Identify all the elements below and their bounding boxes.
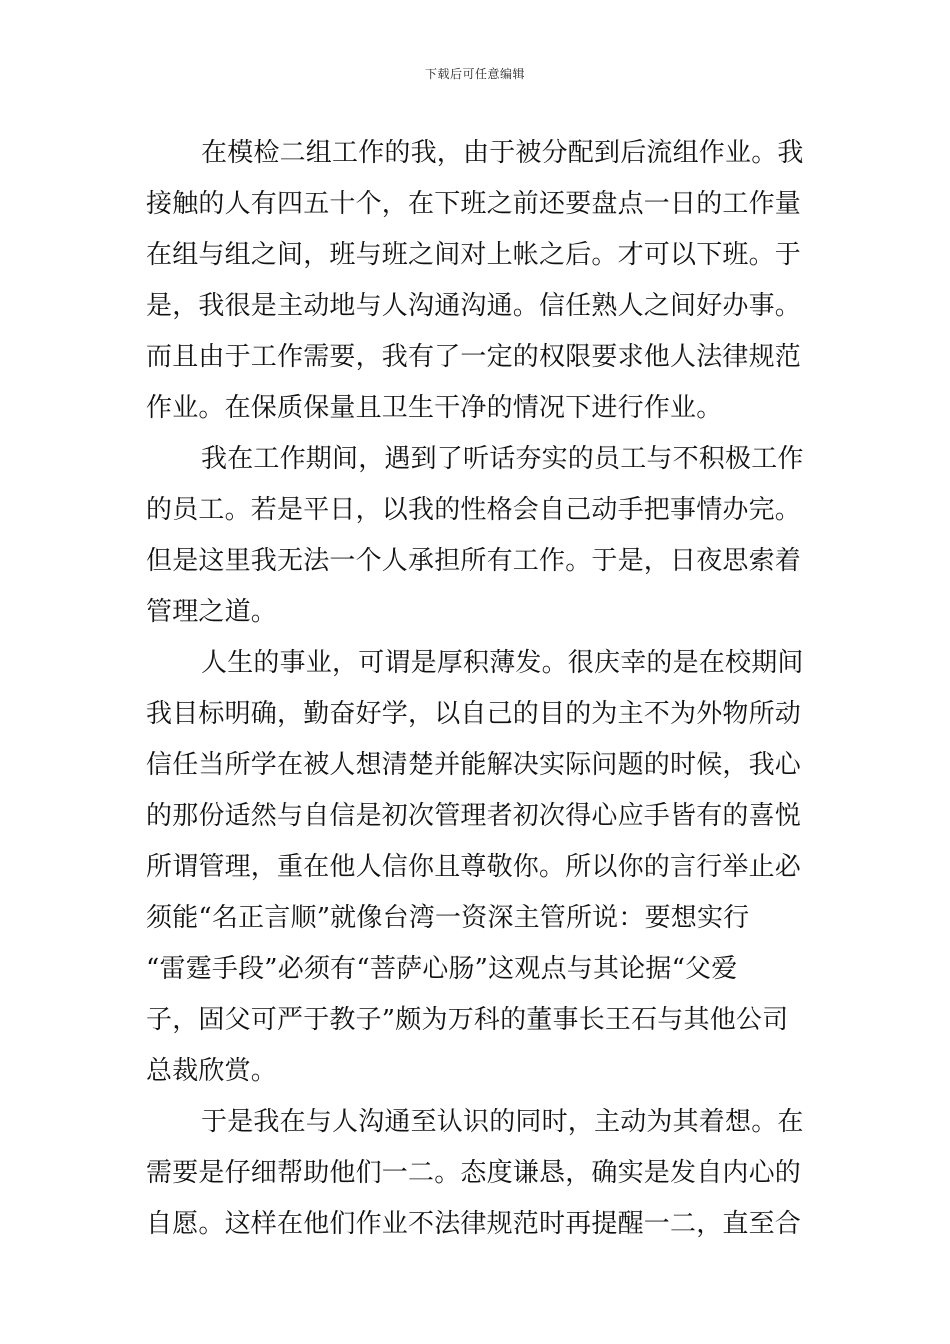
text-line: 信任当所学在被人想清楚并能解决实际问题的时候，我心 xyxy=(146,750,802,780)
text-line: 但是这里我无法一个人承担所有工作。于是，日夜思索着 xyxy=(146,546,802,576)
text-line: 在模检二组工作的我，由于被分配到后流组作业。我 xyxy=(201,138,804,168)
text-line: 需要是仔细帮助他们一二。态度谦恳，确实是发自内心的 xyxy=(146,1158,802,1188)
text-line: 管理之道。 xyxy=(146,597,278,627)
text-line: 我目标明确，勤奋好学，以自己的目的为主不为外物所动 xyxy=(146,699,802,729)
text-line: 而且由于工作需要，我有了一定的权限要求他人法律规范 xyxy=(146,342,802,372)
text-line: 在组与组之间，班与班之间对上帐之后。才可以下班。于 xyxy=(146,240,802,270)
text-line: 须能“名正言顺”就像台湾一资深主管所说：要想实行 xyxy=(146,903,750,933)
text-line: 是，我很是主动地与人沟通沟通。信任熟人之间好办事。 xyxy=(146,291,802,321)
page-header: 下载后可任意编辑 xyxy=(424,67,525,81)
text-line: 总裁欣赏。 xyxy=(146,1056,278,1086)
text-line: 子，固父可严于教子”颇为万科的董事长王石与其他公司 xyxy=(146,1005,789,1035)
text-line: 所谓管理，重在他人信你且尊敬你。所以你的言行举止必 xyxy=(146,852,802,882)
document-body xyxy=(146,128,812,1250)
text-line: 接触的人有四五十个，在下班之前还要盘点一日的工作量 xyxy=(146,189,802,219)
text-line: 我在工作期间，遇到了听话夯实的员工与不积极工作 xyxy=(201,444,804,474)
text-line: 人生的事业，可谓是厚积薄发。很庆幸的是在校期间 xyxy=(201,648,804,678)
text-line: 作业。在保质保量且卫生干净的情况下进行作业。 xyxy=(146,393,723,423)
text-line: 于是我在与人沟通至认识的同时，主动为其着想。在 xyxy=(201,1107,804,1137)
text-line: 的那份适然与自信是初次管理者初次得心应手皆有的喜悦 xyxy=(146,801,802,831)
text-line: “雷霆手段”必须有“菩萨心肠”这观点与其论据“父爱 xyxy=(146,954,738,984)
text-line: 自愿。这样在他们作业不法律规范时再提醒一二，直至合 xyxy=(146,1209,802,1239)
text-line: 的员工。若是平日，以我的性格会自己动手把事情办完。 xyxy=(146,495,802,525)
